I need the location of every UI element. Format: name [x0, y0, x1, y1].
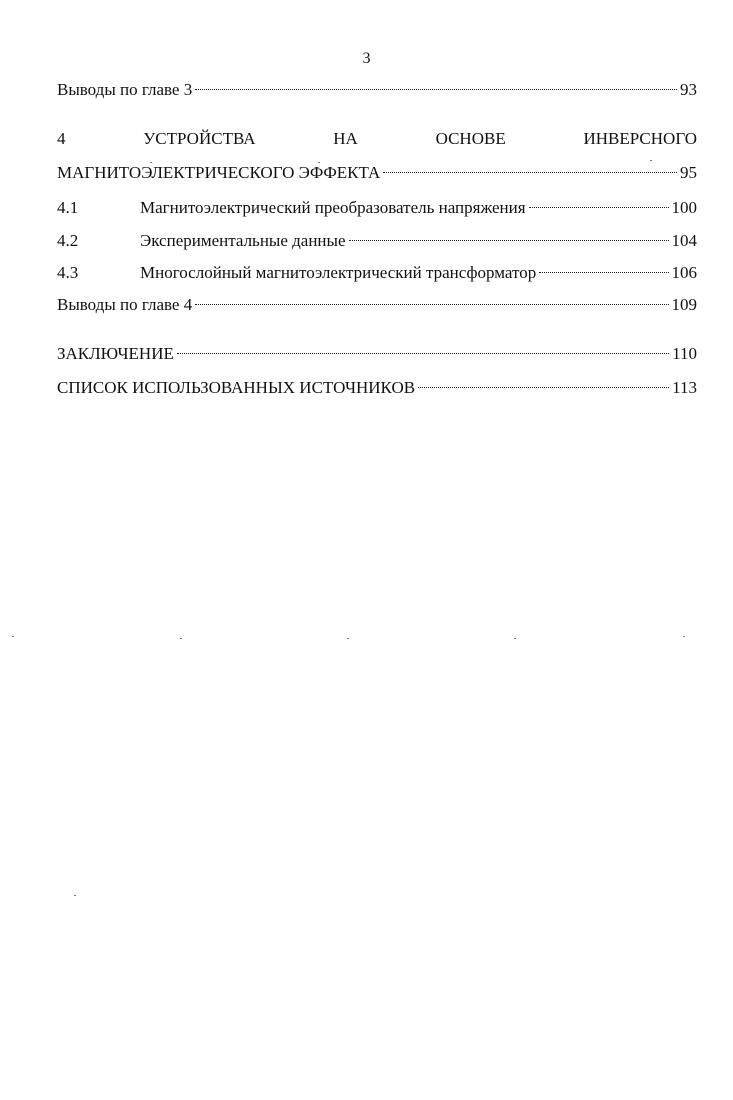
toc-entry-title: Многослойный магнитоэлектрический трансформатор — [140, 263, 537, 282]
toc-dot-leader — [418, 387, 669, 388]
toc-entry-title: Выводы по главе 4 — [57, 295, 193, 314]
toc-dot-leader — [177, 353, 669, 354]
scan-speck — [318, 162, 320, 163]
toc-chapter4-heading-line1[interactable] — [57, 126, 697, 152]
toc-entry-title: ЗАКЛЮЧЕНИЕ — [57, 344, 174, 363]
scan-speck — [180, 638, 182, 639]
scan-speck — [514, 638, 516, 639]
scan-speck — [347, 638, 349, 639]
toc-entry-number: 4.3 — [57, 263, 79, 282]
toc-entry-conclusions-ch4[interactable] — [57, 293, 697, 317]
toc-entry-page: 100 — [671, 198, 697, 217]
toc-dot-leader — [383, 172, 677, 173]
toc-entry-title: СПИСОК ИСПОЛЬЗОВАННЫХ ИСТОЧНИКОВ — [57, 378, 416, 397]
toc-dot-leader — [349, 240, 669, 241]
toc-entry-chapter4[interactable] — [57, 161, 697, 185]
chapter-heading-word: ИНВЕРСНОГО — [583, 129, 697, 148]
toc-entry-page: 104 — [671, 231, 697, 250]
chapter-heading-word: ОСНОВЕ — [435, 129, 506, 148]
scan-speck — [683, 636, 685, 637]
toc-dot-leader — [539, 272, 668, 273]
toc-entry-page: 93 — [680, 80, 697, 99]
toc-entry-page: 106 — [671, 263, 697, 282]
toc-entry-number: 4.1 — [57, 198, 79, 217]
chapter-heading-word: УСТРОЙСТВА — [143, 129, 256, 148]
toc-entry-page: 109 — [671, 295, 697, 314]
toc-entry-title: Магнитоэлектрический преобразователь напряжения — [140, 198, 526, 217]
toc-dot-leader — [529, 207, 669, 208]
toc-entry-4-3[interactable] — [57, 261, 697, 285]
toc-entry-page: 113 — [672, 378, 697, 397]
toc-entry-number: 4.2 — [57, 231, 79, 250]
scan-speck — [150, 162, 152, 163]
toc-entry-title: МАГНИТОЭЛЕКТРИЧЕСКОГО ЭФФЕКТА — [57, 163, 381, 182]
chapter-number: 4 — [57, 129, 66, 148]
scan-speck — [12, 636, 14, 637]
toc-entry-references[interactable] — [57, 376, 697, 400]
chapter-heading-word: НА — [333, 129, 358, 148]
toc-entry-title: Экспериментальные данные — [140, 231, 346, 250]
toc-dot-leader — [195, 304, 668, 305]
toc-entry-page: 110 — [672, 344, 697, 363]
scan-speck — [650, 160, 652, 161]
toc-entry-conclusion[interactable] — [57, 342, 697, 366]
toc-dot-leader — [195, 89, 677, 90]
toc-entry-page: 95 — [680, 163, 697, 182]
toc-entry-4-2[interactable] — [57, 229, 697, 253]
toc-entry-title: Выводы по главе 3 — [57, 80, 193, 99]
toc-entry-4-1[interactable] — [57, 196, 697, 220]
toc-entry-conclusions-ch3[interactable] — [57, 78, 697, 102]
page-number: 3 — [362, 50, 371, 67]
scan-speck — [74, 895, 76, 896]
